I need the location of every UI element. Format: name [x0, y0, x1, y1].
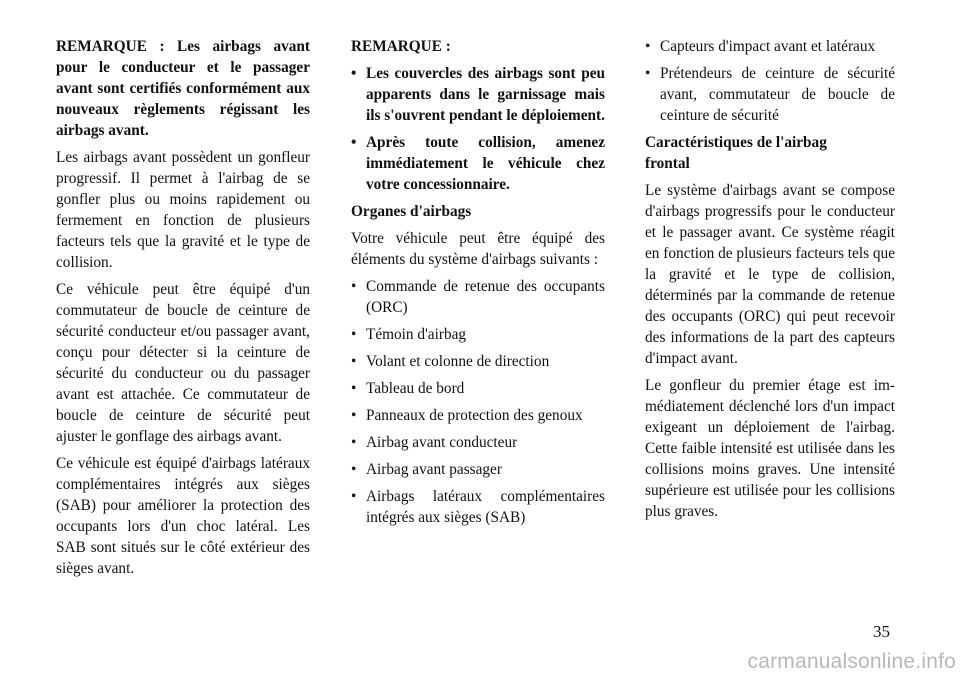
bullet: • — [351, 407, 357, 424]
bullet: • — [351, 326, 357, 343]
list-item: • Témoin d'airbag — [351, 326, 467, 343]
list-item: • Volant et colonne de direction — [351, 353, 550, 370]
column-right — [645, 36, 895, 528]
paragraph-gonfleur-progressif: Les airbags avant possèdent un gonfleur progressif. Il permet à l'airbag de se gonfler plus ou moins rapidement ou fermement en fonction de plusieurs facteurs tels que la gravité et le type de collision. — [56, 149, 310, 271]
column-left — [56, 36, 310, 585]
watermark: carmanualsonline.info — [747, 650, 956, 673]
paragraph-airbags-lateraux: Ce véhicule est équipé d'airbags latéraux complémentaires intégrés aux sièges (SAB) pour améliorer la protection des occupants lors d'un choc latéral. Les SAB sont situés sur le côté extérieur des sièges avant. — [56, 455, 310, 577]
section-heading-caracteristiques: Caractéristiques de l'airbag frontal — [645, 134, 827, 172]
list-item: • Airbags latéraux complémentaires intégrés aux sièges (SAB) — [351, 488, 605, 526]
bullet: • — [645, 65, 651, 82]
list-item: • Airbag avant passager — [351, 461, 502, 478]
list-item: • Prétendeurs de ceinture de sécurité avant, commutateur de boucle de ceinture de sécurité — [645, 65, 895, 124]
bullet: • — [351, 488, 357, 505]
page-number: 35 — [873, 622, 890, 641]
list-item: • Tableau de bord — [351, 380, 465, 397]
paragraph-systeme-airbags-avant: Le système d'airbags avant se compose d'airbags progressifs pour le conducteur et le passager avant. Ce système réagit en fonction de plusieurs facteurs tels que la gravité et le type de collision, déterminés par la commande de retenue des occupants (ORC) qui peut recevoir des informations de la part des capteurs d'impact avant. — [645, 182, 895, 367]
list-item: • Airbag avant conducteur — [351, 434, 518, 451]
paragraph-intro-organes: Votre véhicule peut être équipé des éléments du système d'airbags suivants : — [351, 230, 605, 268]
remarque-list — [351, 63, 605, 195]
list-item: • Capteurs d'impact avant et latéraux — [645, 38, 876, 55]
bullet: • — [645, 38, 651, 55]
remarque-label: REMARQUE : — [351, 38, 451, 55]
bullet: • — [351, 461, 357, 478]
list-item: • Panneaux de protection des genoux — [351, 407, 583, 424]
column-middle — [351, 36, 605, 534]
list-item: • Après toute collision, amenez immédiatement le véhicule chez votre concessionnaire. — [351, 134, 605, 193]
paragraph-commutateur-boucle: Ce véhicule peut être équipé d'un commutateur de boucle de ceinture de sécurité conducteur et/ou passager avant, conçu pour détecter si la ceinture de sécurité du conducteur ou du passager avant est attachée. Ce commutateur de boucle de ceinture de sécurité peut ajuster le gonflage des airbags avant. — [56, 281, 310, 445]
bullet: • — [351, 380, 357, 397]
section-heading-organes: Organes d'airbags — [351, 203, 472, 220]
bullet: • — [351, 353, 357, 370]
list-item: • Les couvercles des airbags sont peu apparents dans le garnissage mais ils s'ouvrent pendant le déploiement. — [351, 65, 605, 124]
list-item: • Commande de retenue des occupants (ORC) — [351, 278, 605, 316]
capteurs-list — [645, 36, 895, 126]
remarque-airbags-certifies: REMARQUE : Les airbags avant pour le conducteur et le passager avant sont certifiés conformément aux nouveaux règlements régissant les airbags avant. — [56, 38, 310, 139]
bullet: • — [351, 434, 357, 451]
bullet: • — [351, 65, 357, 82]
organes-list — [351, 276, 605, 528]
paragraph-gonfleur-premier-etage: Le gonfleur du premier étage est immédiatement déclenché lors d'un impact exigeant un déploiement de l'airbag. Cette faible intensité est utilisée dans les collisions moins graves. Une intensité supérieure est utilisée pour les collisions plus graves. — [645, 377, 895, 520]
bullet: • — [351, 134, 357, 151]
bullet: • — [351, 278, 357, 295]
